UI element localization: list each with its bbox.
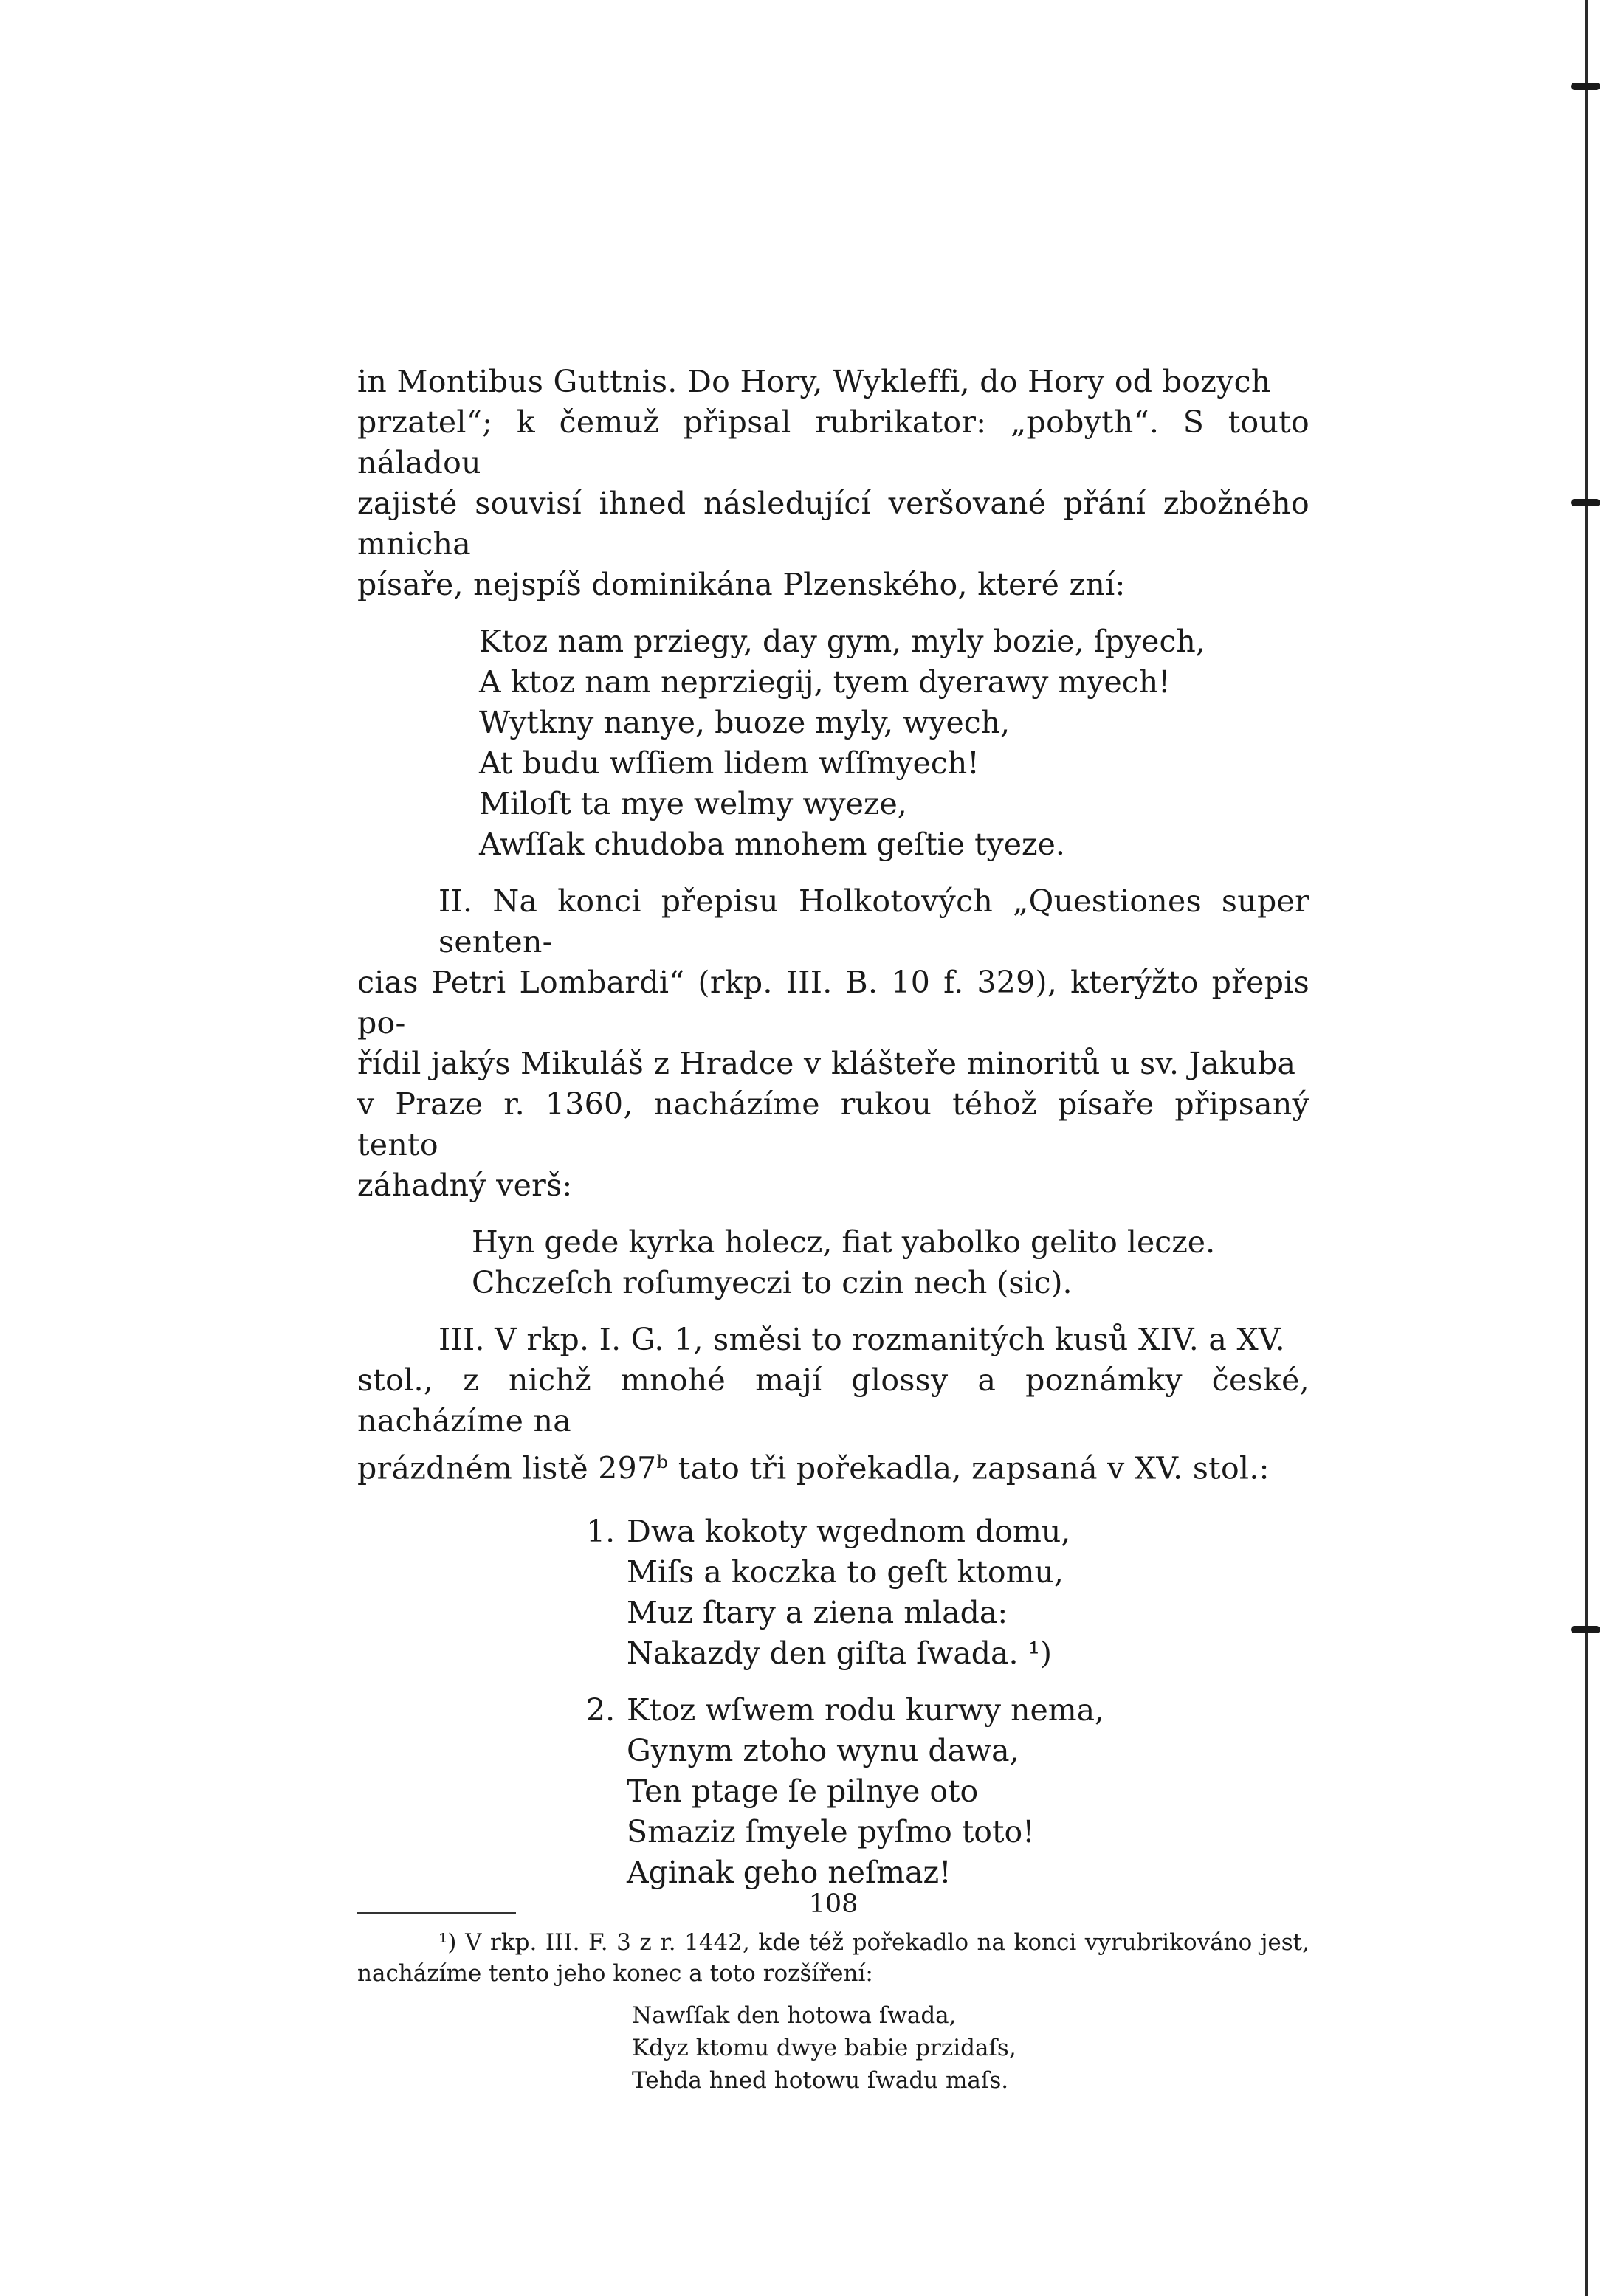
- verse-line: Nawſſak den hotowa ſwada,: [632, 2002, 957, 2029]
- verse-text: Nakazdy den giſta ſwada.: [627, 1635, 1019, 1671]
- section-3-paragraph: [357, 1320, 1309, 1489]
- text-line: záhadný verš:: [357, 1168, 573, 1203]
- proverb-number: 1.: [586, 1513, 616, 1549]
- text-line: III. V rkp. I. G. 1, směsi to rozmanitých kusů XIV. a XV.: [438, 1322, 1286, 1357]
- proverb-lines: [627, 1690, 1104, 1893]
- verse-line: Chczeſch roſumyeczi to czin nech (sic).: [472, 1265, 1073, 1300]
- verse-line: Dwa kokoty wgednom domu,: [627, 1513, 1071, 1549]
- verse-line: Kdyz ktomu dwye babie przidaſs,: [632, 2034, 1016, 2061]
- verse-block-1: [479, 621, 1309, 865]
- verse-line: Ktoz nam przіegy, day gym, myly bozie, ſpyech,: [479, 624, 1205, 659]
- verse-line: Miloſt ta mye welmy wyeze,: [479, 786, 907, 821]
- text-line: przatel“; k čemuž připsal rubrikator: „pobyth“. S touto náladou: [357, 404, 1309, 480]
- page-number: 108: [808, 1889, 858, 1919]
- section-2-paragraph: [357, 881, 1309, 1206]
- verse-block-2: [472, 1222, 1309, 1303]
- text-line: zajisté souvisí ihned následující veršované přání zbožného mnicha: [357, 486, 1309, 562]
- proverb-lines: [627, 1511, 1070, 1674]
- text-line: stol., z nichž mnohé mají glossy a poznámky české, nacházíme na: [357, 1362, 1309, 1438]
- text-line: v Praze r. 1360, nacházíme rukou téhož písaře připsaný tento: [357, 1086, 1309, 1162]
- proverb-list: [586, 1511, 1309, 1893]
- footnote-reference[interactable]: ¹): [1028, 1635, 1053, 1671]
- edge-mark: [1571, 83, 1600, 90]
- text-line: [357, 1441, 1309, 1489]
- verse-line: Smaziz ſmyele pyſmo toto!: [627, 1813, 1035, 1849]
- text-line: písaře, nejspíš dominikána Plzenského, které zní:: [357, 567, 1126, 602]
- verse-line: Ten ptage ſe pilnye oto: [627, 1773, 979, 1809]
- verse-line: Muz ſtary a ziena mlada:: [627, 1594, 1008, 1630]
- footnote-marker: ¹): [438, 1928, 457, 1956]
- verse-line: [627, 1633, 1070, 1674]
- edge-mark: [1571, 499, 1600, 506]
- footnote: [357, 1927, 1309, 1989]
- verse-line: Miſs a koczka to geſt ktomu,: [627, 1554, 1064, 1590]
- superscript: b: [656, 1451, 669, 1472]
- verse-line: Hyn gede kyrka holecz, fiat yabolko gelito lecze.: [472, 1224, 1216, 1260]
- verse-line: Aginak geho neſmaz!: [627, 1854, 951, 1890]
- text-line: cias Petri Lombardi“ (rkp. III. B. 10 f. 329), kterýžto přepis po-: [357, 965, 1309, 1041]
- proverb-item: [586, 1690, 1309, 1893]
- verse-line: Wytkny nanye, buoze myly, wyech,: [479, 705, 1011, 740]
- verse-line: Awſſak chudoba mnohem geſtie tyeze.: [479, 827, 1065, 862]
- text-fragment: prázdném listě 297: [357, 1450, 657, 1486]
- page-edge: [1585, 0, 1588, 2296]
- proverb-number: 2.: [586, 1692, 616, 1728]
- verse-line: Gynym ztoho wynu dawa,: [627, 1732, 1019, 1768]
- text-line: II. Na konci přepisu Holkotových „Questiones super senten-: [438, 883, 1309, 959]
- intro-paragraph: [357, 362, 1309, 605]
- page-body: [357, 362, 1309, 2097]
- verse-line: At budu wſſiem lidem wſſmyech!: [479, 745, 980, 781]
- footnote-verse: [632, 1999, 1309, 2097]
- proverb-item: [586, 1511, 1309, 1674]
- verse-line: Ktoz wſwem rodu kurwy nema,: [627, 1692, 1105, 1728]
- text-fragment: tato tři pořekadla, zapsaná v XV. stol.:: [668, 1450, 1270, 1486]
- verse-line: A ktoz nam neprziegij, tyem dyerawy myech!: [479, 664, 1171, 700]
- footnote-text: V rkp. III. F. 3 z r. 1442, kde též pořekadlo na konci vyrubrikováno jest, nacházíme tento jeho konec a toto rozšíření:: [357, 1928, 1309, 1987]
- text-line: řídil jakýs Mikuláš z Hradce v klášteře minoritů u sv. Jakuba: [357, 1046, 1296, 1081]
- text-line: in Montibus Guttnis. Do Hory, Wykleffi, do Hory od bozych: [357, 364, 1271, 399]
- edge-mark: [1571, 1626, 1600, 1633]
- verse-line: Tehda hned hotowu ſwadu maſs.: [632, 2066, 1009, 2094]
